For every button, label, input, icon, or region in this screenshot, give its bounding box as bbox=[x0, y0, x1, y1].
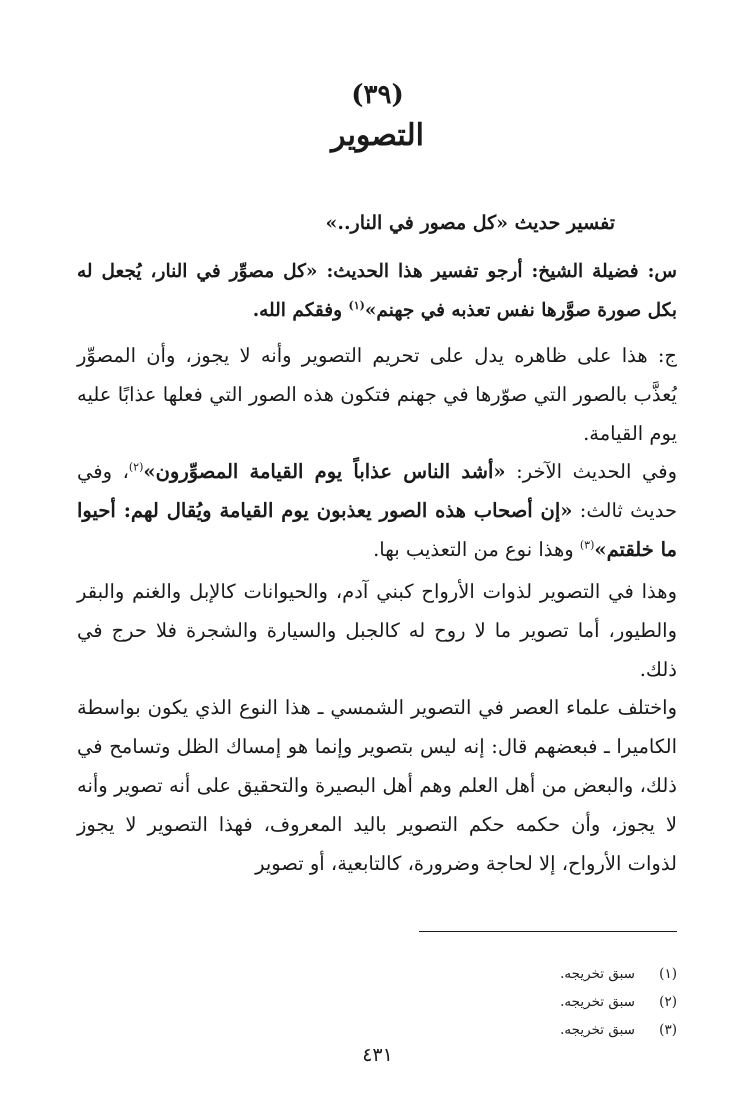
footnote-text: سبق تخريجه. bbox=[560, 994, 635, 1010]
footnote-number: (٣) bbox=[659, 1022, 677, 1038]
section-title: تفسير حديث «كل مصور في النار..» bbox=[325, 212, 615, 234]
hadith-closing: وهذا نوع من التعذيب بها. bbox=[373, 538, 580, 561]
footnote-divider bbox=[419, 931, 677, 932]
photography-paragraph: واختلف علماء العصر في التصوير الشمسي ـ هذا النوع الذي يكون بواسطة الكاميرا ـ فبعضهم قال: إنه ليس بتصوير وإنما هو إمساك الظل وتسامح في ذلك، والبعض من أهل العلم وهم أهل البصيرة والتحقيق على أنه تصوير وأنه لا يجوز، وأن حكمه حكم التصوير باليد المعروف، فهذا التصوير لا يجوز لذوات الأرواح، إلا لحاجة وضرورة، كالتابعية، أو تصوير bbox=[77, 696, 677, 875]
hadith-quote-1: «أشد الناس عذاباً يوم القيامة المصوِّرون» bbox=[143, 460, 506, 483]
scope-paragraph: وهذا في التصوير لذوات الأرواح كبني آدم، والحيوانات كالإبل والغنم والبقر والطيور، أما تصوير ما لا روح له كالجبل والسيارة والشجرة فلا حرج في ذلك. bbox=[77, 580, 677, 681]
footnote-ref-2: (٢) bbox=[128, 460, 144, 474]
hadith-paragraph bbox=[77, 452, 677, 569]
footnote-ref-1: (١) bbox=[348, 298, 365, 312]
chapter-number: (٣٩) bbox=[351, 80, 404, 110]
footnote-text: سبق تخريجه. bbox=[560, 1022, 635, 1038]
footnote-number: (١) bbox=[659, 966, 677, 982]
answer-paragraph: ج: هذا على ظاهره يدل على تحريم التصوير وأنه لا يجوز، وأن المصوِّر يُعذَّب بالصور التي صوّرها في جهنم فتكون هذه الصور التي فعلها عذابًا عليه يوم القيامة. bbox=[77, 344, 677, 445]
hadith-quote-2: «إن أصحاب هذه الصور يعذبون يوم القيامة ويُقال لهم: أحيوا ما خلقتم» bbox=[77, 499, 677, 561]
hadith-connector: ، وفي حديث ثالث: bbox=[77, 460, 677, 522]
footnote-number: (٢) bbox=[659, 994, 677, 1010]
footnote-ref-3: (٣) bbox=[579, 538, 595, 552]
footnote-item bbox=[277, 1016, 677, 1044]
question-paragraph bbox=[77, 252, 677, 330]
question-closing: وفقكم الله. bbox=[252, 300, 349, 321]
hadith-intro: وفي الحديث الآخر: bbox=[505, 460, 677, 483]
chapter-title: التصوير bbox=[331, 118, 424, 153]
question-text: س: فضيلة الشيخ: أرجو تفسير هذا الحديث: «كل مصوِّر في النار، يُجعل له بكل صورة صوَّرها نفس تعذبه في جهنم» bbox=[77, 261, 677, 321]
footnote-item bbox=[277, 960, 677, 988]
footnote-text: سبق تخريجه. bbox=[560, 966, 635, 982]
page-number: ٤٣١ bbox=[362, 1044, 393, 1066]
footnotes bbox=[277, 960, 677, 1044]
footnote-item bbox=[277, 988, 677, 1016]
